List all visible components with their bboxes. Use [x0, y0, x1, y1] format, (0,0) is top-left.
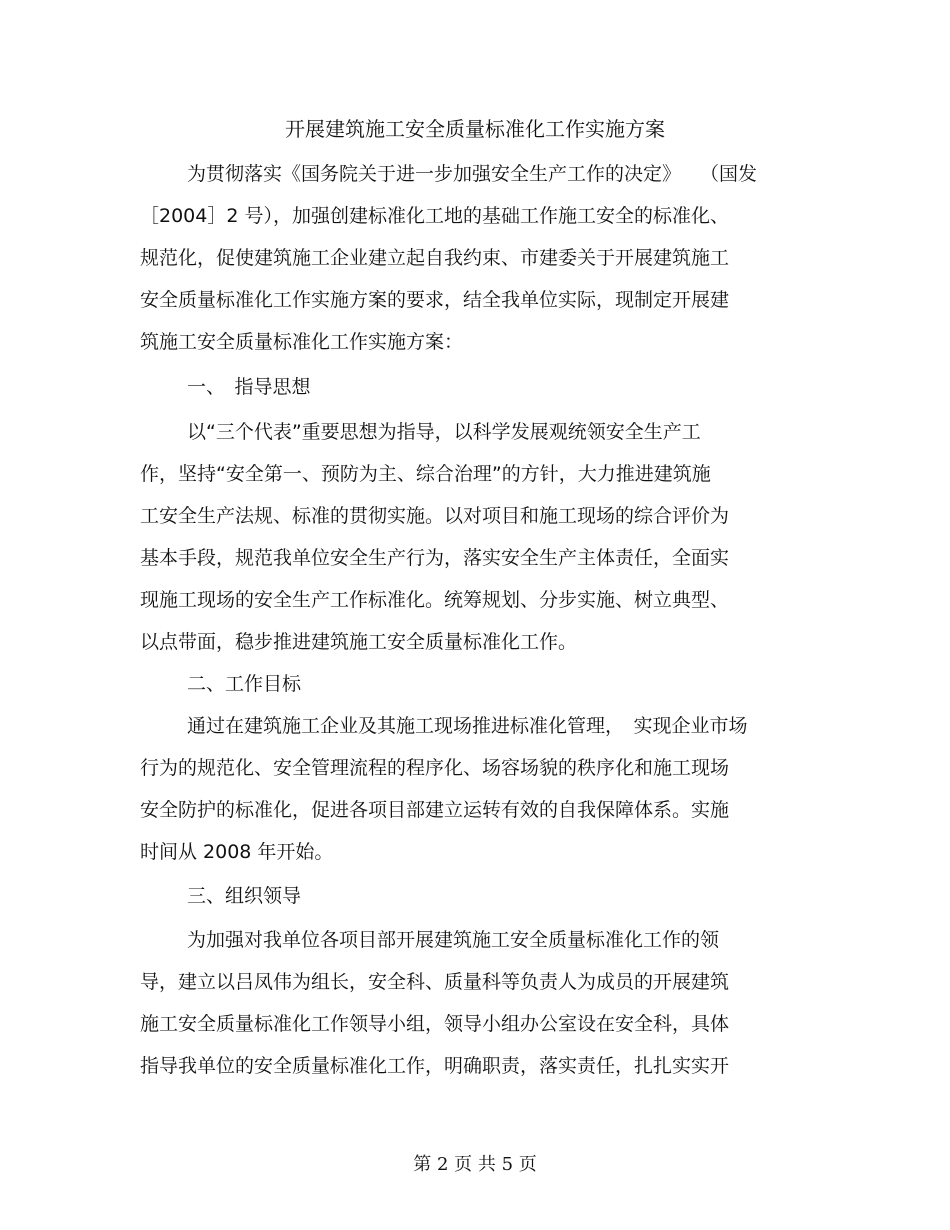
paragraph-line: 规范化，促使建筑施工企业建立起自我约束、市建委关于开展建筑施工 [140, 247, 730, 269]
paragraph-line: 为加强对我单位各项目部开展建筑施工安全质量标准化工作的领 [187, 929, 720, 951]
paragraph-line: ［2004］2 号），加强创建标准化工地的基础工作施工安全的标准化、 [140, 205, 729, 227]
paragraph-line: 工安全生产法规、标准的贯彻实施。以对项目和施工现场的综合评价为 [140, 505, 730, 527]
document-title: 开展建筑施工安全质量标准化工作实施方案 [285, 117, 665, 141]
paragraph-line: 时间从 2008 年开始。 [140, 841, 334, 863]
paragraph-line: 以点带面，稳步推进建筑施工安全质量标准化工作。 [140, 631, 578, 653]
paragraph-line: 筑施工安全质量标准化工作实施方案： [140, 331, 464, 353]
page-number-footer: 第 2 页 共 5 页 [413, 1154, 537, 1175]
paragraph-line: 行为的规范化、安全管理流程的程序化、场容场貌的秩序化和施工现场 [140, 757, 730, 779]
paragraph-line: 导，建立以吕凤伟为组长，安全科、质量科等负责人为成员的开展建筑 [140, 971, 730, 993]
section-heading: 三、组织领导 [187, 885, 302, 907]
paragraph-line: 以“三个代表”重要思想为指导，以科学发展观统领安全生产工 [187, 421, 701, 443]
paragraph-line: 施工安全质量标准化工作领导小组，领导小组办公室设在安全科，具体 [140, 1013, 730, 1035]
paragraph-line: 安全防护的标准化，促进各项目部建立运转有效的自我保障体系。实施 [140, 799, 730, 821]
paragraph-line: 作，坚持“安全第一、预防为主、综合治理”的方针，大力推进建筑施 [140, 463, 711, 485]
paragraph-line: 现施工现场的安全生产工作标准化。统筹规划、分步实施、树立典型、 [140, 589, 730, 611]
section-heading: 一、 指导思想 [187, 376, 311, 398]
paragraph-line: 通过在建筑施工企业及其施工现场推进标准化管理， 实现企业市场 [187, 715, 748, 737]
section-heading: 二、工作目标 [187, 673, 302, 695]
paragraph-line: 指导我单位的安全质量标准化工作，明确职责，落实责任，扎扎实实开 [140, 1055, 730, 1077]
paragraph-line: 为贯彻落实《国务院关于进一步加强安全生产工作的决定》 （国发 [187, 163, 758, 185]
paragraph-line: 基本手段，规范我单位安全生产行为，落实安全生产主体责任，全面实 [140, 547, 730, 569]
paragraph-line: 安全质量标准化工作实施方案的要求，结全我单位实际，现制定开展建 [140, 289, 730, 311]
